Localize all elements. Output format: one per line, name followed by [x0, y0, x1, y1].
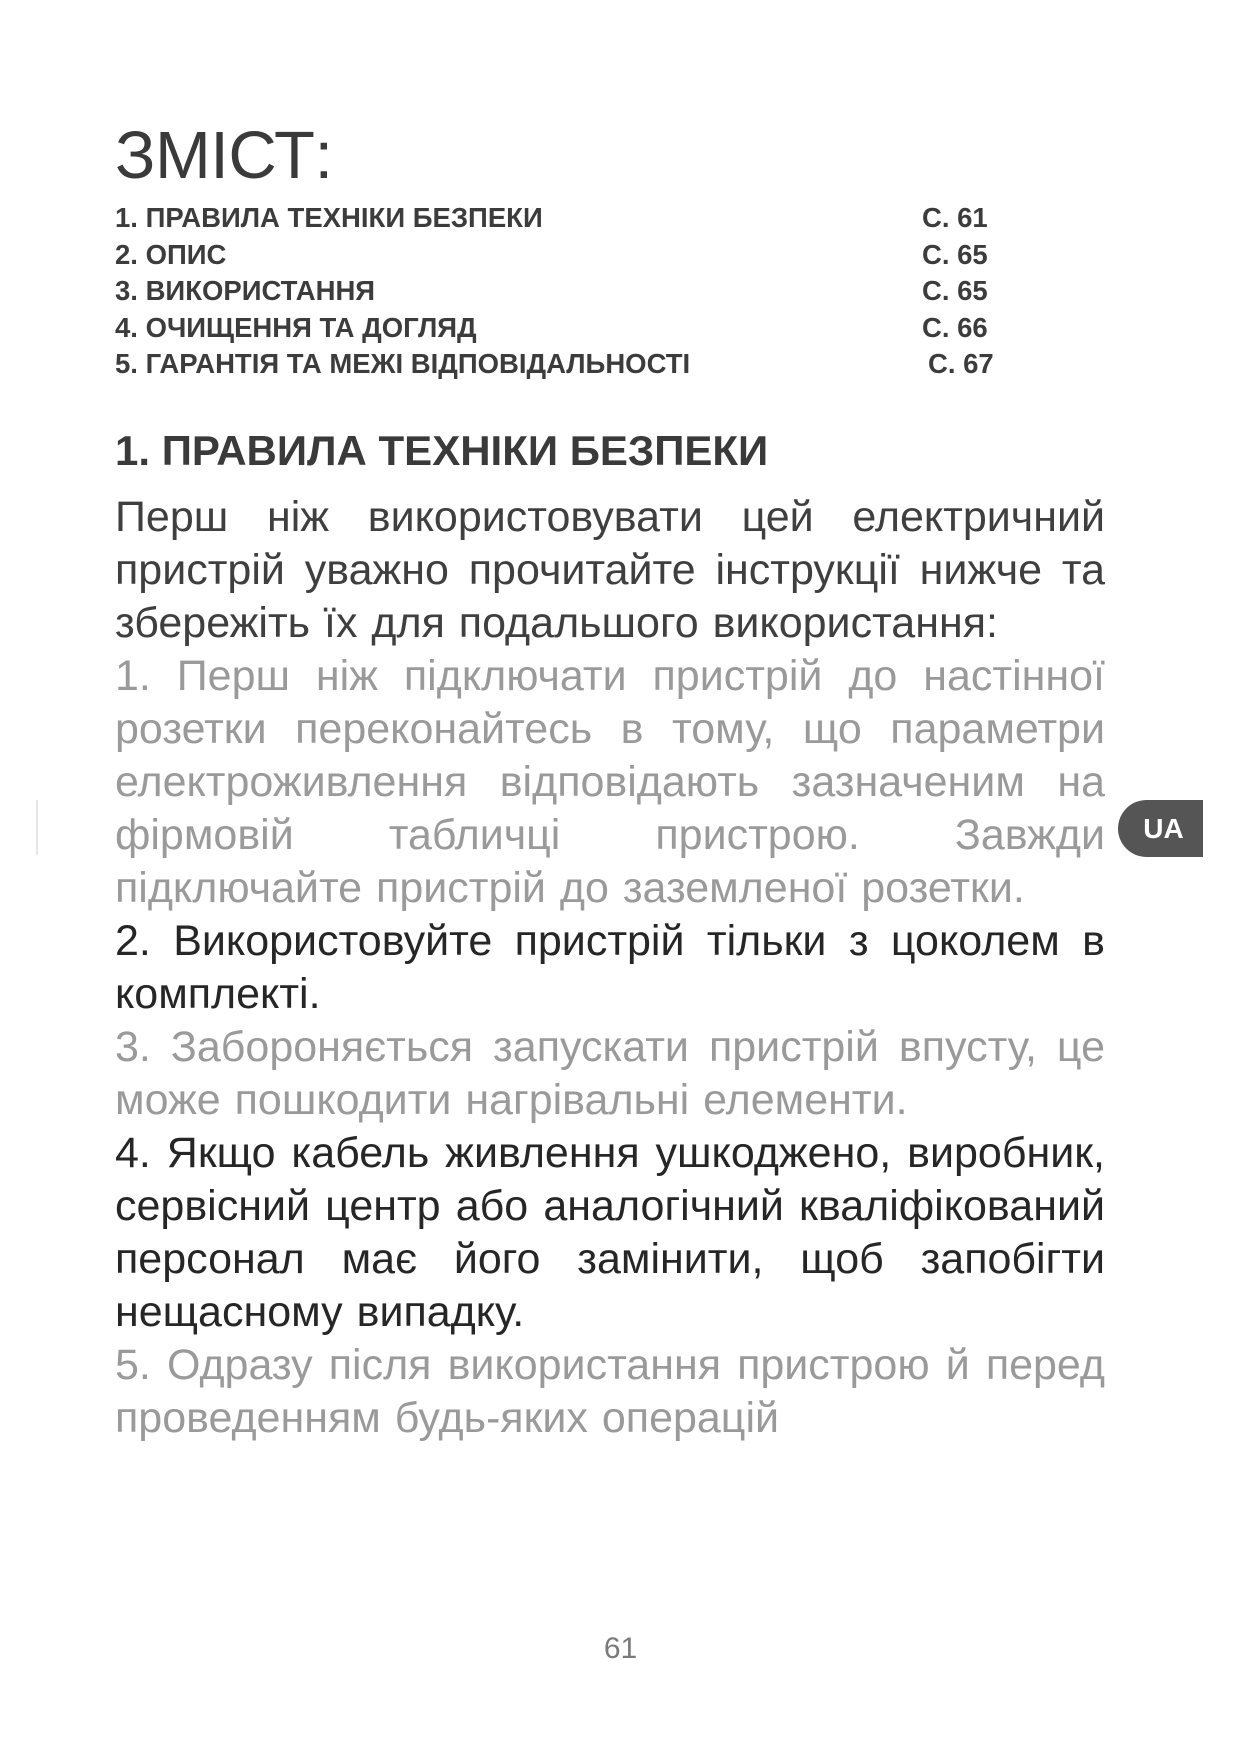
table-of-contents	[115, 200, 1000, 383]
safety-rule-3: 3. Забороняється запускати пристрій впусту, це може пошкодити нагрівальні елементи.	[115, 1022, 1105, 1124]
toc-item-page: С. 66	[922, 311, 988, 343]
toc-item[interactable]	[115, 346, 1000, 383]
document-page	[115, 118, 1105, 1445]
toc-item-label: 3. ВИКОРИСТАННЯ	[115, 275, 376, 306]
safety-rule-2: 2. Використовуйте пристрій тільки з цоколем в комплекті.	[115, 916, 1105, 1018]
toc-item-page: С. 65	[922, 238, 988, 270]
safety-rule-4: 4. Якщо кабель живлення ушкоджено, виробник, сервісний центр або аналогічний кваліфікований персонал має його замінити, щоб запобігти нещасному випадку.	[115, 1128, 1105, 1336]
toc-item-label: 2. ОПИС	[115, 238, 227, 270]
toc-item-label: 4. ОЧИЩЕННЯ ТА ДОГЛЯД	[115, 311, 477, 343]
toc-title: ЗМІСТ:	[115, 118, 333, 193]
section-heading: 1. ПРАВИЛА ТЕХНІКИ БЕЗПЕКИ	[115, 426, 769, 474]
toc-item-page: С. 61	[922, 202, 988, 233]
toc-item-label: 5. ГАРАНТІЯ ТА МЕЖІ ВІДПОВІДАЛЬНОСТІ	[115, 348, 691, 379]
toc-item-page: С. 67	[928, 348, 994, 379]
toc-item[interactable]	[115, 200, 1000, 237]
margin-marker	[36, 800, 38, 855]
page-number: 61	[603, 1632, 638, 1665]
safety-rule-5: 5. Одразу після використання пристрою й перед проведенням будь-яких операцій	[115, 1340, 1105, 1442]
toc-item[interactable]	[115, 273, 1000, 310]
safety-rule-1: 1. Перш ніж підключати пристрій до настінної розетки переконайтесь в тому, що параметри електроживлення відповідають зазначеним на фірмовій табличці пристрою. Завжди підключайте пристрій до заземленої розетки.	[115, 651, 1105, 912]
intro-paragraph: Перш ніж використовувати цей електричний пристрій уважно прочитайте інструкції нижче та збережіть їх для подальшого використання:	[115, 492, 1105, 647]
toc-item[interactable]	[115, 310, 1000, 347]
language-tab: UA	[1118, 800, 1203, 857]
toc-item-page: С. 65	[922, 275, 988, 306]
toc-item[interactable]	[115, 237, 1000, 274]
toc-item-label: 1. ПРАВИЛА ТЕХНІКИ БЕЗПЕКИ	[115, 202, 543, 233]
